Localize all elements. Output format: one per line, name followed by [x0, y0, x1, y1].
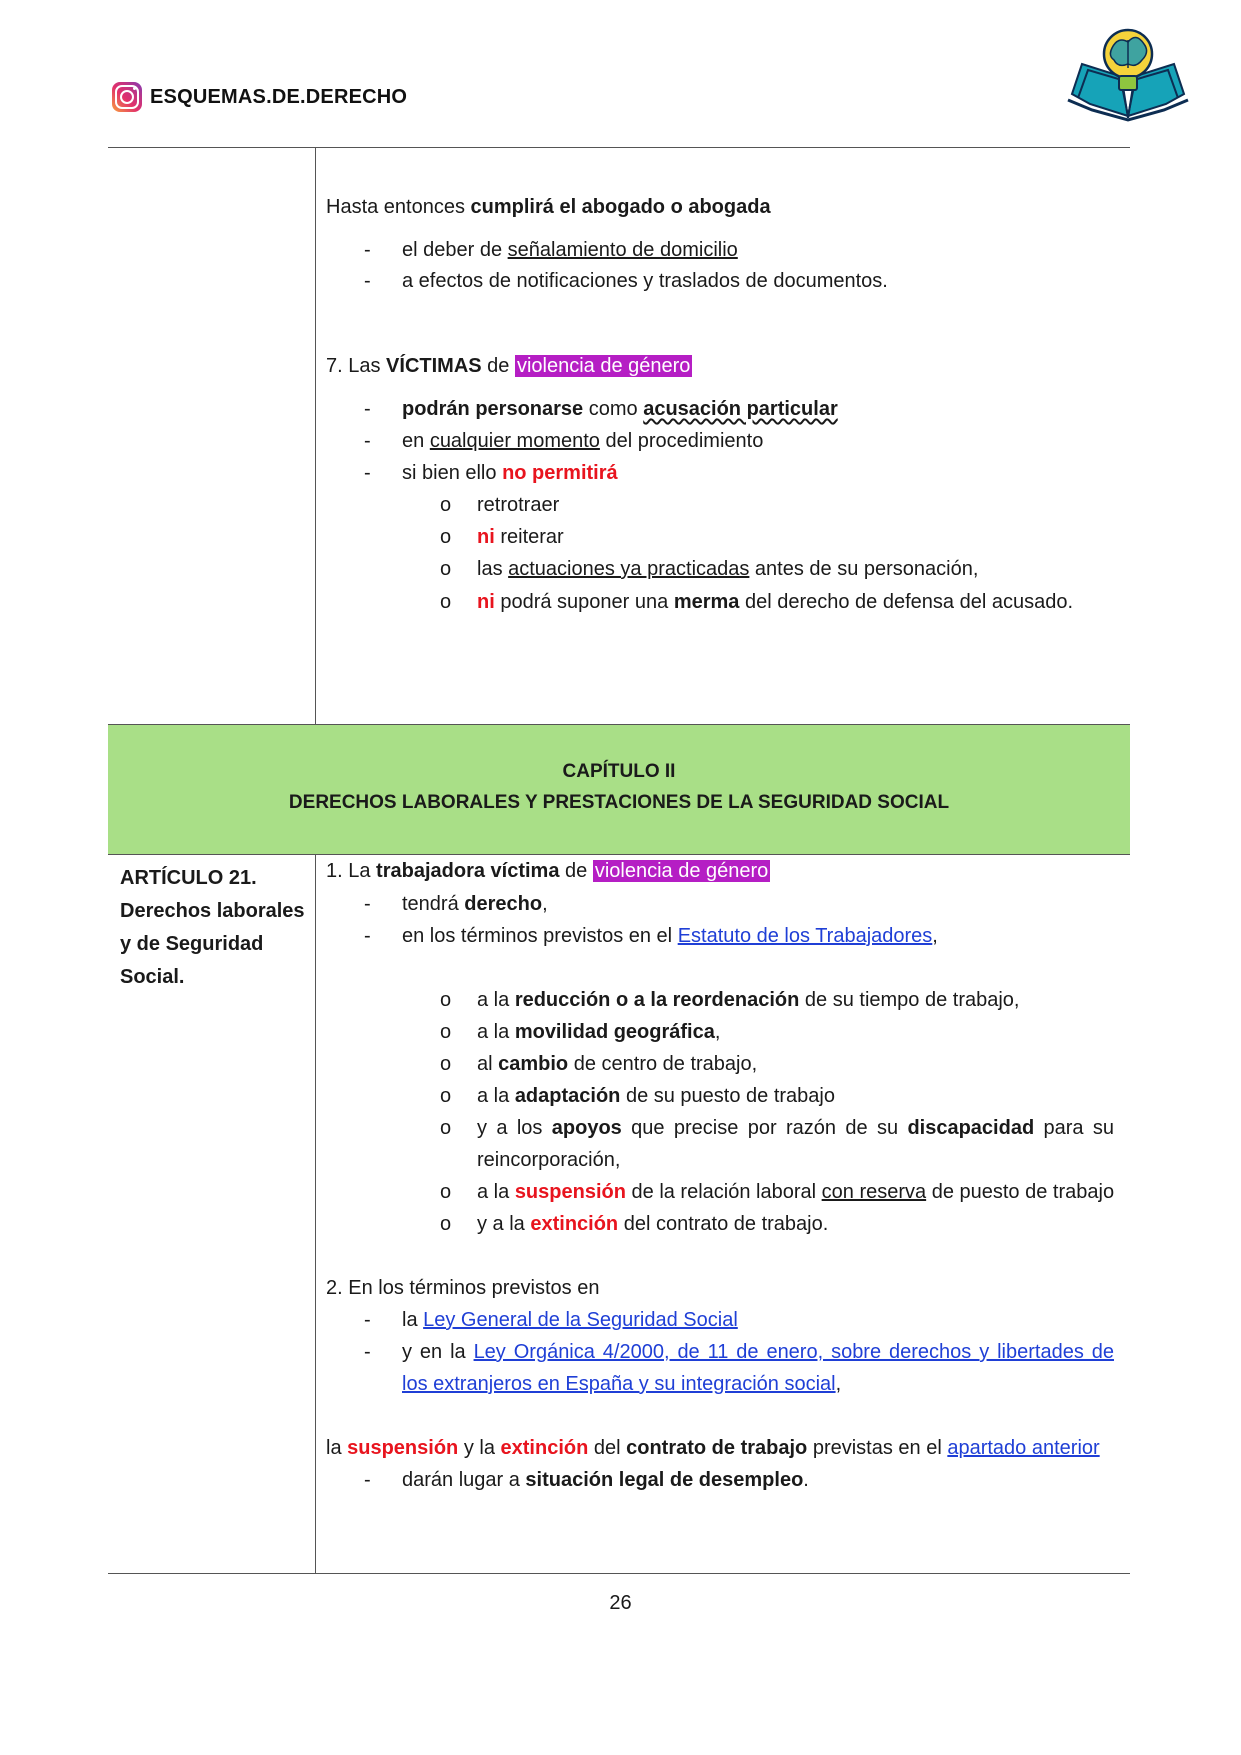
sub-list-item: retrotraer: [477, 494, 560, 516]
bullet-marker: o: [440, 494, 452, 516]
bullet-marker: o: [440, 989, 452, 1011]
list-item-continuation: los extranjeros en España y su integración social,: [402, 1373, 842, 1395]
dash-marker: -: [364, 270, 371, 292]
lightbulb-book-logo: [1064, 24, 1192, 128]
dash-marker: -: [364, 1469, 371, 1491]
lgss-link[interactable]: Ley General de la Seguridad Social: [423, 1309, 738, 1331]
list-item: en los términos previstos en el Estatuto de los Trabajadores,: [402, 925, 938, 947]
dash-marker: -: [364, 925, 371, 947]
instagram-icon[interactable]: [112, 82, 142, 112]
intro-line: Hasta entonces cumplirá el abogado o abogada: [326, 196, 771, 218]
brand-header: [112, 80, 407, 114]
paragraph-2-heading: 2. En los términos previstos en: [326, 1277, 600, 1299]
estatuto-link[interactable]: Estatuto de los Trabajadores: [677, 925, 933, 947]
sub-list-item: al cambio de centro de trabajo,: [477, 1053, 758, 1075]
sub-list-item: y a los apoyos que precise por razón de su discapacidad para su: [477, 1117, 1115, 1139]
paragraph-7-heading: 7. Las VÍCTIMAS de violencia de género: [326, 355, 691, 377]
bullet-marker: o: [440, 1053, 452, 1075]
column-divider-bottom: [315, 853, 316, 1574]
column-divider-top: [315, 147, 316, 724]
bullet-marker: o: [440, 526, 452, 548]
list-item: y en la Ley Orgánica 4/2000, de 11 de enero, sobre derechos y libertades de: [402, 1341, 1114, 1363]
list-item: si bien ello no permitirá: [402, 462, 618, 484]
list-item: la Ley General de la Seguridad Social: [402, 1309, 738, 1331]
sub-list-item: a la movilidad geográfica,: [477, 1021, 721, 1043]
sub-list-item: a la reducción o a la reordenación de su tiempo de trabajo,: [477, 989, 1020, 1011]
sub-list-item: a la adaptación de su puesto de trabajo: [477, 1085, 835, 1107]
highlight-violencia: violencia de género: [516, 355, 691, 377]
dash-marker: -: [364, 1309, 371, 1331]
sub-list-item-continuation: reincorporación,: [477, 1149, 621, 1171]
chapter-subtitle: DERECHOS LABORALES Y PRESTACIONES DE LA SEGURIDAD SOCIAL: [288, 792, 950, 813]
list-item: darán lugar a situación legal de desempleo.: [402, 1469, 809, 1491]
bullet-marker: o: [440, 1021, 452, 1043]
list-item: tendrá derecho,: [402, 893, 548, 915]
bullet-marker: o: [440, 591, 452, 613]
list-item: a efectos de notificaciones y traslados de documentos.: [402, 270, 888, 292]
dash-marker: -: [364, 430, 371, 452]
list-item: en cualquier momento del procedimiento: [402, 430, 764, 452]
bullet-marker: o: [440, 1085, 452, 1107]
dash-marker: -: [364, 239, 371, 261]
list-item: podrán personarse como acusación particular: [402, 398, 838, 420]
highlight-violencia: violencia de género: [594, 860, 769, 882]
table-bottom-border: [108, 1573, 1130, 1574]
sub-list-item: y a la extinción del contrato de trabajo.: [477, 1213, 829, 1235]
table-top-border: [108, 147, 1130, 148]
bullet-marker: o: [440, 1181, 452, 1203]
sub-list-item: ni podrá suponer una merma del derecho de defensa del acusado.: [477, 591, 1074, 613]
ley-organica-link[interactable]: Ley Orgánica 4/2000, de 11 de enero, sobre derechos y libertades de: [473, 1341, 1114, 1363]
apartado-anterior-link[interactable]: apartado anterior: [947, 1437, 1100, 1459]
chapter-header: [108, 724, 1130, 855]
bullet-marker: o: [440, 558, 452, 580]
brand-name[interactable]: ESQUEMAS.DE.DERECHO: [150, 85, 408, 108]
dash-marker: -: [364, 462, 371, 484]
sub-list-item: ni reiterar: [477, 526, 564, 548]
ley-organica-link-cont[interactable]: los extranjeros en España y su integración social: [402, 1373, 836, 1395]
bullet-marker: o: [440, 1213, 452, 1235]
dash-marker: -: [364, 1341, 371, 1363]
chapter-title: CAPÍTULO II: [562, 761, 676, 782]
paragraph-3: la suspensión y la extinción del contrato de trabajo previstas en el apartado anterior: [326, 1437, 1100, 1459]
dash-marker: -: [364, 398, 371, 420]
dash-marker: -: [364, 893, 371, 915]
sub-list-item: a la suspensión de la relación laboral con reserva de puesto de trabajo: [477, 1181, 1115, 1203]
paragraph-1-heading: 1. La trabajadora víctima de violencia de género: [326, 860, 769, 882]
list-item: el deber de señalamiento de domicilio: [402, 239, 738, 261]
page-number: 26: [609, 1592, 632, 1614]
sub-list-item: las actuaciones ya practicadas antes de su personación,: [477, 558, 979, 580]
article-label: ARTÍCULO 21. Derechos laborales y de Seguridad Social.: [120, 867, 305, 988]
bullet-marker: o: [440, 1117, 452, 1139]
